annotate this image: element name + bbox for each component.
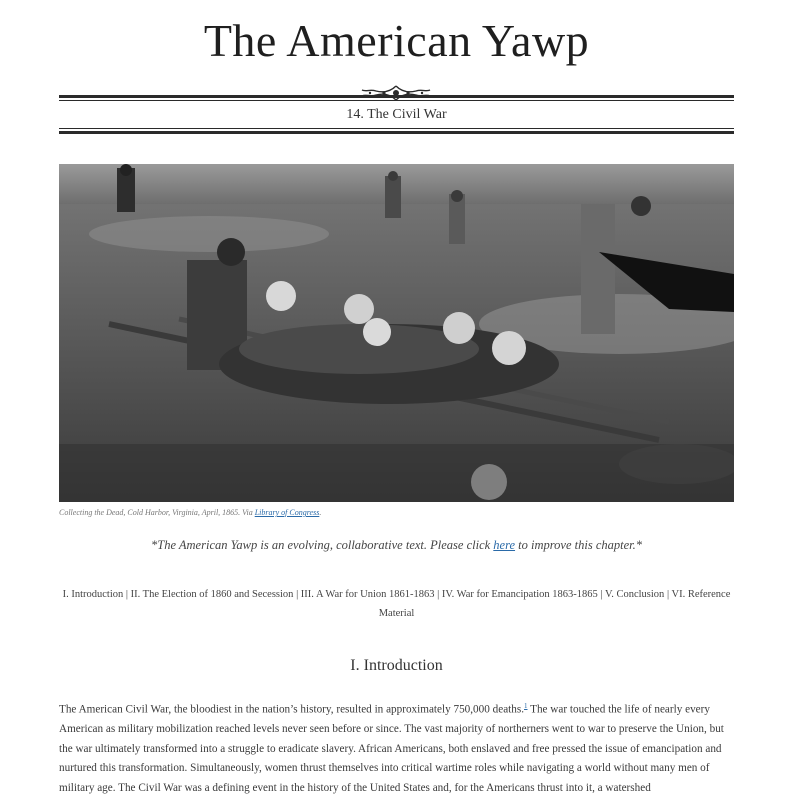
toc-separator: |	[434, 589, 442, 600]
collaboration-notice	[0, 538, 793, 553]
footnote-link[interactable]: 1	[524, 702, 528, 710]
paragraph-text: The American Civil War, the bloodiest in the nation’s history, resulted in approximately 750,000 deaths.	[59, 703, 525, 716]
toc-link-conclusion[interactable]: V. Conclusion	[604, 589, 665, 600]
caption-text: Collecting the Dead, Cold Harbor, Virginia, April, 1865. Via	[59, 508, 255, 517]
introduction-paragraph	[59, 697, 734, 798]
chapter-contents-nav	[62, 585, 731, 623]
toc-link-war-for-union[interactable]: III. A War for Union 1861-1863	[300, 589, 435, 600]
section-heading-introduction: I. Introduction	[350, 657, 443, 674]
toc-separator: |	[123, 589, 131, 600]
notice-text: *The American Yawp is an evolving, collaborative text. Please click	[151, 538, 494, 552]
header-rule-bottom	[59, 128, 734, 134]
chapter-hero-photo	[59, 164, 734, 502]
chapter-title: 14. The Civil War	[346, 107, 447, 122]
toc-link-war-for-emancipation[interactable]: IV. War for Emancipation 1863-1865	[441, 589, 598, 600]
notice-text-end: to improve this chapter.*	[515, 538, 642, 552]
toc-separator: |	[597, 589, 605, 600]
caption-source-link[interactable]: Library of Congress	[254, 508, 320, 517]
toc-link-election-1860[interactable]: II. The Election of 1860 and Secession	[130, 589, 294, 600]
photo-caption	[59, 508, 321, 517]
header-rule-top	[59, 95, 734, 101]
improve-chapter-link[interactable]: here	[493, 538, 516, 552]
caption-suffix: .	[319, 508, 322, 517]
toc-link-reference-material[interactable]: VI. Reference Material	[378, 589, 731, 619]
site-title[interactable]: The American Yawp	[203, 15, 590, 66]
toc-separator: |	[293, 589, 301, 600]
paragraph-text-cont: The war touched the life of nearly every American as military mobilization reached levels never seen before or since. The vast majority of northerners went to war to preserve the Union, but the war ultimately transformed into a struggle to eradicate slavery. African Americans, both enslaved and free pressed the issue of emancipation and nurtured this transformation. Simultaneously, women thrust themselves into critical wartime roles while navigating a world without many men of military age. The Civil War was a defining event in the history of the United States and, for the Americans thrust into it, a watershed	[59, 703, 724, 794]
toc-separator: |	[664, 589, 672, 600]
toc-link-introduction[interactable]: I. Introduction	[62, 589, 124, 600]
